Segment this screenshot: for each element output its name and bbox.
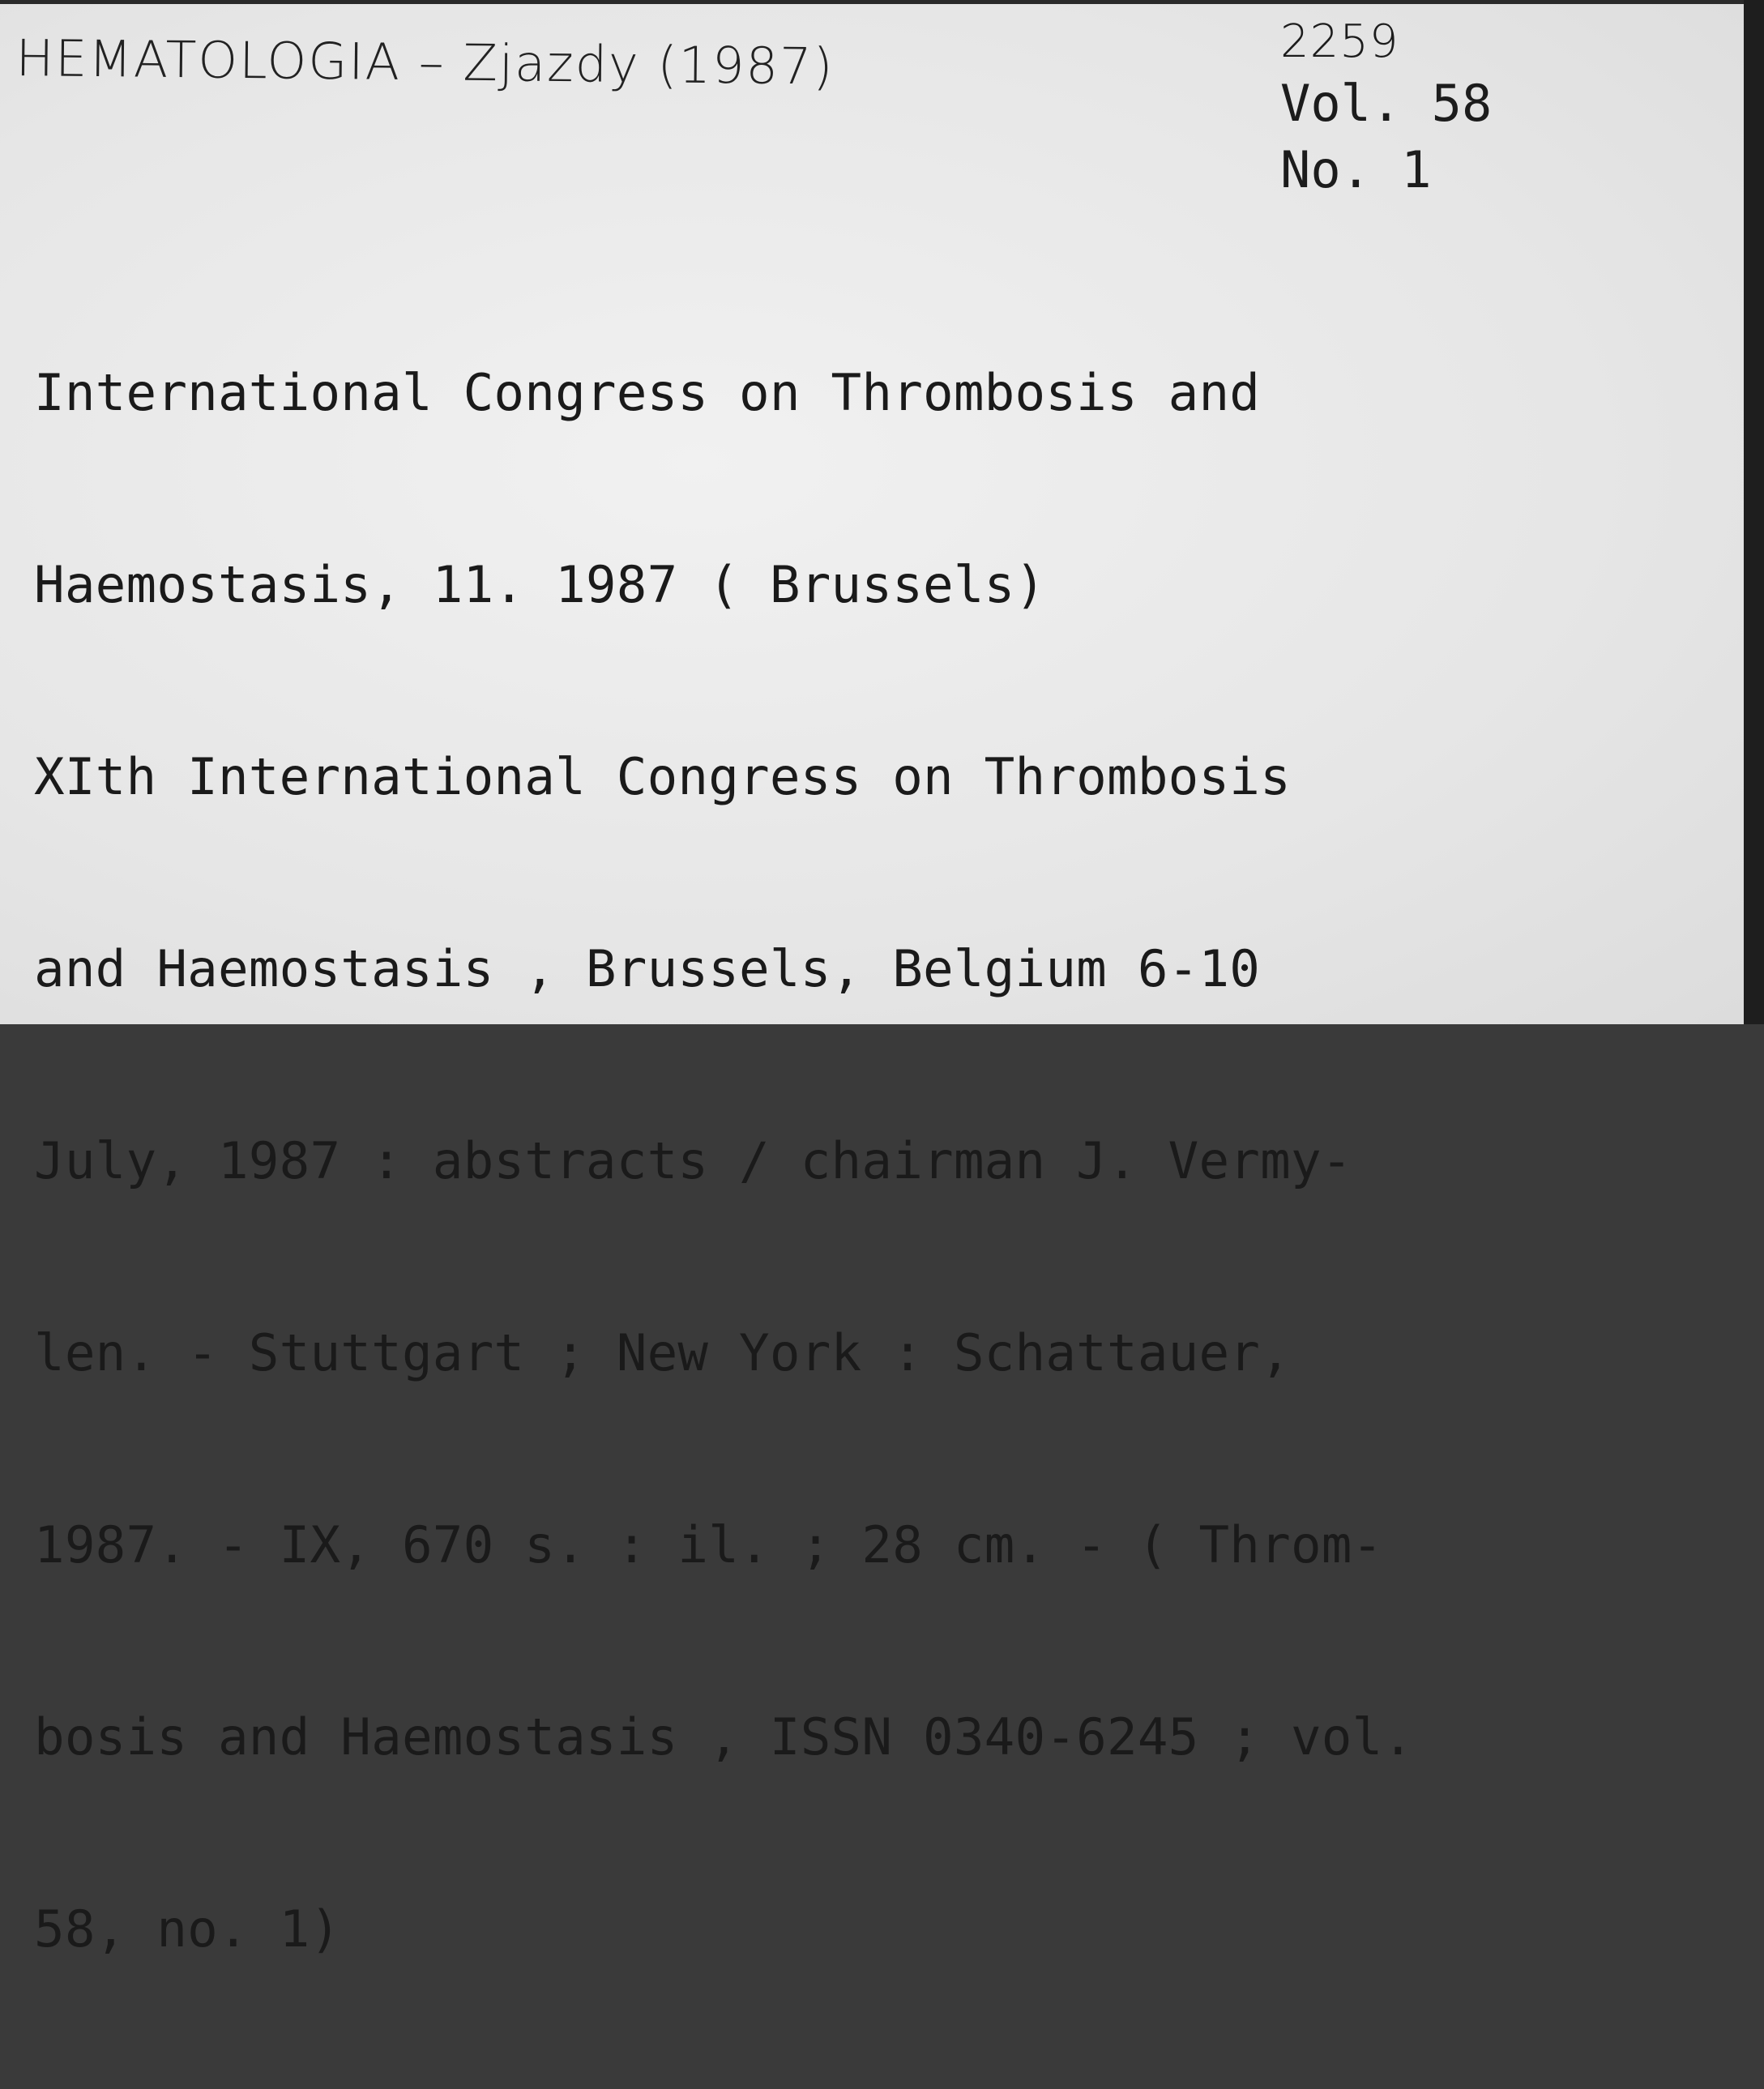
call-number-value: 2259 xyxy=(1280,15,1399,68)
issue-label: No. 1 xyxy=(1280,140,1432,199)
entry-line: 1987. - IX, 670 s. : il. ; 28 cm. - ( Throm- xyxy=(34,1515,1383,1574)
card-edge-shadow xyxy=(1744,0,1764,1024)
bibliographic-entry xyxy=(34,233,1413,2089)
entry-line: July, 1987 : abstracts / chairman J. Vermy- xyxy=(34,1131,1352,1190)
entry-line: XIth International Congress on Thrombosis xyxy=(34,747,1291,806)
entry-line: len. - Stuttgart ; New York : Schattauer, xyxy=(34,1323,1291,1382)
entry-line: Haemostasis, 11. 1987 ( Brussels) xyxy=(34,555,1046,614)
entry-line: International Congress on Thrombosis and xyxy=(34,363,1261,422)
entry-line: and Haemostasis , Brussels, Belgium 6-10 xyxy=(34,939,1261,998)
call-number xyxy=(1280,14,1492,203)
entry-line: 58, no. 1) xyxy=(34,1899,341,1959)
subject-heading: HEMATOLOGIA – Zjazdy (1987) xyxy=(15,28,835,96)
entry-line: bosis and Haemostasis , ISSN 0340-6245 ; vol. xyxy=(34,1707,1414,1766)
volume-label: Vol. 58 xyxy=(1280,74,1493,133)
